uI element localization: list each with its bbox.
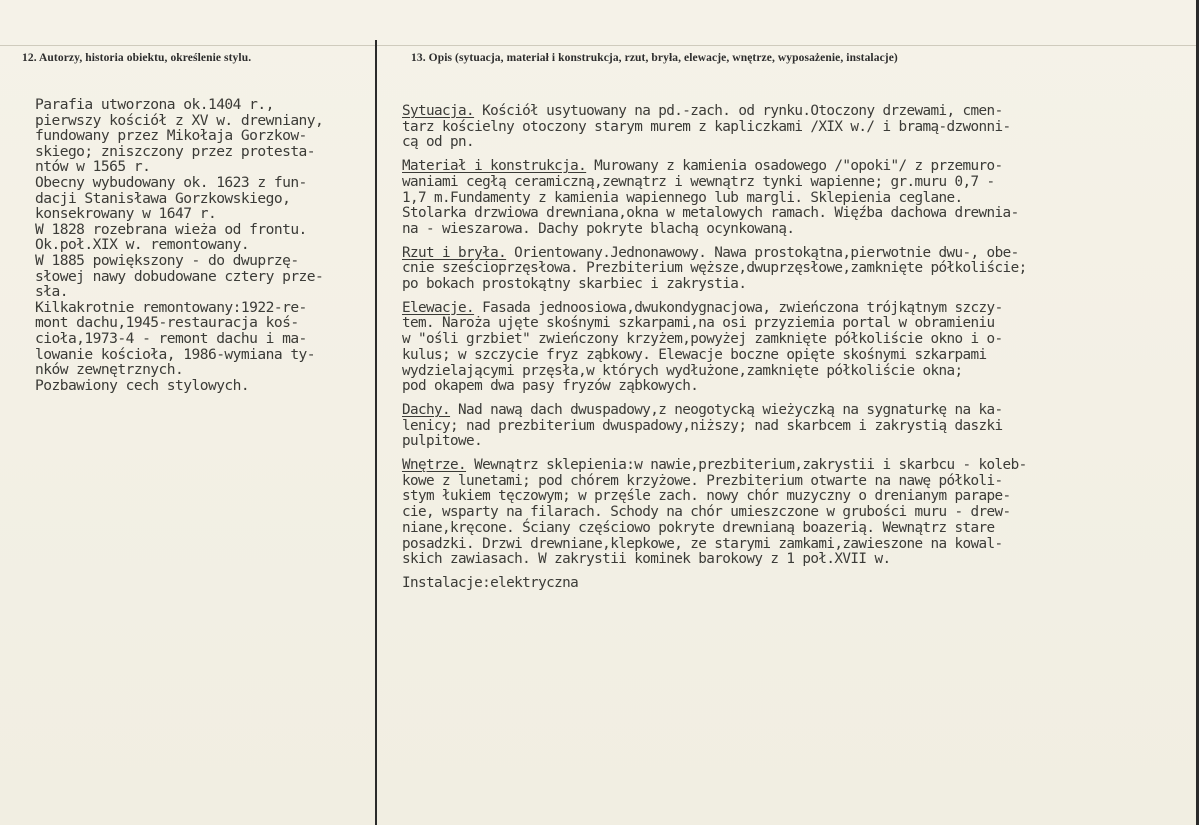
section-heading: Elewacje. [402,299,475,316]
description-line: tarz kościelny otoczony starym murem z kapliczkami /XIX w./ i bramą-dzwonni- [402,118,1011,135]
section-text: Murowany z kamienia osadowego /"opoki"/ z przemuro- [586,158,1003,175]
description-line: w "ośli grzbiet" zwieńczony krzyżem,powyżej zamknięte półkoliście okno i o- [402,331,1003,348]
history-line: lowanie kościoła, 1986-wymiana ty- [35,345,316,363]
history-line: dacji Stanisława Gorzkowskiego, [35,189,291,207]
description-line: na - wieszarowa. Dachy pokryte blachą ocynkowaną. [402,220,795,237]
history-line: pierwszy kościół z XV w. drewniany, [35,111,324,129]
description-line: wydzielającymi przęsła,w których wydłużone,zamknięte półkoliście okna; [402,362,963,379]
description-line: Stolarka drzwiowa drewniana,okna w metalowych ramach. Więźba dachowa drewnia- [402,205,1019,222]
description-line: kulus; w szczycie fryz ząbkowy. Elewacje boczne opięte skośnymi szkarpami [402,346,987,363]
history-line: słowej nawy dobudowane cztery prze- [35,267,324,285]
history-line: Kilkakrotnie remontowany:1922-re- [35,298,307,316]
description-line: skich zawiasach. W zakrystii kominek barokowy z 1 poł.XVII w. [402,551,891,568]
section-text: Orientowany.Jednonawowy. Nawa prostokątna,pierwotnie dwu-, obe- [506,244,1019,261]
description-text [402,104,1192,600]
section-12-header: 12. Autorzy, historia obiektu, określenie stylu. [22,52,252,64]
description-line: lenicy; nad prezbiterium dwuspadowy,niższy; nad skarbcem i zakrystią daszki [402,417,1003,434]
description-section [402,458,1192,568]
description-line: pulpitowe. [402,433,483,450]
description-line [402,458,1192,474]
history-line: sła. [35,283,68,301]
top-divider [0,45,1196,46]
description-line [402,104,1192,120]
section-heading: Rzut i bryła. [402,244,507,261]
description-line [402,246,1192,262]
description-section [402,403,1192,450]
description-line: po bokach prostokątny skarbiec i zakrystia. [402,276,747,293]
description-line: cie, wsparty na filarach. Schody na chór umieszczone w grubości muru - drew- [402,504,1011,521]
section-text: Wewnątrz sklepienia:w nawie,prezbiterium,zakrystii i skarbcu - koleb- [466,457,1027,474]
description-line: Instalacje:elektryczna [402,574,579,591]
description-line: posadzki. Drzwi drewniane,klepkowe, ze starymi zamkami,zawieszone na kowal- [402,535,1003,552]
history-line: ntów w 1565 r. [35,158,151,176]
description-line [402,403,1192,419]
section-text: Kościół usytuowany na pd.-zach. od rynku.Otoczony drzewami, cmen- [474,103,1003,119]
history-line: nków zewnętrznych. [35,361,184,379]
history-line: cioła,1973-4 - remont dachu i ma- [35,329,307,347]
description-line [402,301,1192,317]
description-line: niane,kręcone. Ściany częściowo pokryte drewnianą boazerią. Wewnątrz stare [402,519,995,536]
history-line: W 1885 powiększony - do dwuprzę- [35,251,299,269]
section-heading: Materiał i konstrukcja. [402,158,587,175]
history-line: Obecny wybudowany ok. 1623 z fun- [35,173,307,191]
history-line: skiego; zniszczony przez protesta- [35,142,316,160]
section-13-header: 13. Opis (sytuacja, materiał i konstrukcja, rzut, bryła, elewacje, wnętrze, wyposażenie, instalacje) [411,52,898,64]
description-line [402,159,1192,175]
section-heading: Sytuacja. [402,103,475,119]
history-line: konsekrowany w 1647 r. [35,205,217,223]
history-line: Parafia utworzona ok.1404 r., [35,96,274,113]
description-line: pod okapem dwa pasy fryzów ząbkowych. [402,378,699,395]
description-line: waniami cegłą ceramiczną,zewnątrz i wewnątrz tynki wapienne; gr.muru 0,7 - [402,173,995,190]
history-line: mont dachu,1945-restauracja koś- [35,314,299,332]
description-section [402,159,1192,238]
history-line: fundowany przez Mikołaja Gorzkow- [35,127,307,145]
description-line: 1,7 m.Fundamenty z kamienia wapiennego lub margli. Sklepienia ceglane. [402,189,963,206]
section-heading: Wnętrze. [402,457,467,474]
description-section [402,246,1192,293]
history-line: W 1828 rozebrana wieża od frontu. [35,220,307,238]
description-line: kowe z lunetami; pod chórem krzyżowe. Prezbiterium otwarte na nawę półkoli- [402,472,1003,489]
section-heading: Dachy. [402,401,451,418]
history-line: Pozbawiony cech stylowych. [35,376,250,394]
description-section [402,104,1192,151]
description-section [402,301,1192,395]
section-text: Fasada jednoosiowa,dwukondygnacjowa, zwieńczona trójkątnym szczy- [474,299,1003,316]
description-section [402,576,1192,592]
description-line: stym łukiem tęczowym; w przęśle zach. nowy chór muzyczny o drenianym parape- [402,488,1011,505]
history-text [35,97,380,393]
description-line: cnie sześcioprzęsłowa. Prezbiterium węższe,dwuprzęsłowe,zamknięte półkoliście; [402,260,1027,277]
description-line: cą od pn. [402,134,475,151]
description-line: tem. Naroża ujęte skośnymi szkarpami,na osi przyziemia portal w obramieniu [402,315,995,332]
section-text: Nad nawą dach dwuspadowy,z neogotycką wieżyczką na sygnaturkę na ka- [450,401,1003,418]
history-line: Ok.poł.XIX w. remontowany. [35,236,250,254]
